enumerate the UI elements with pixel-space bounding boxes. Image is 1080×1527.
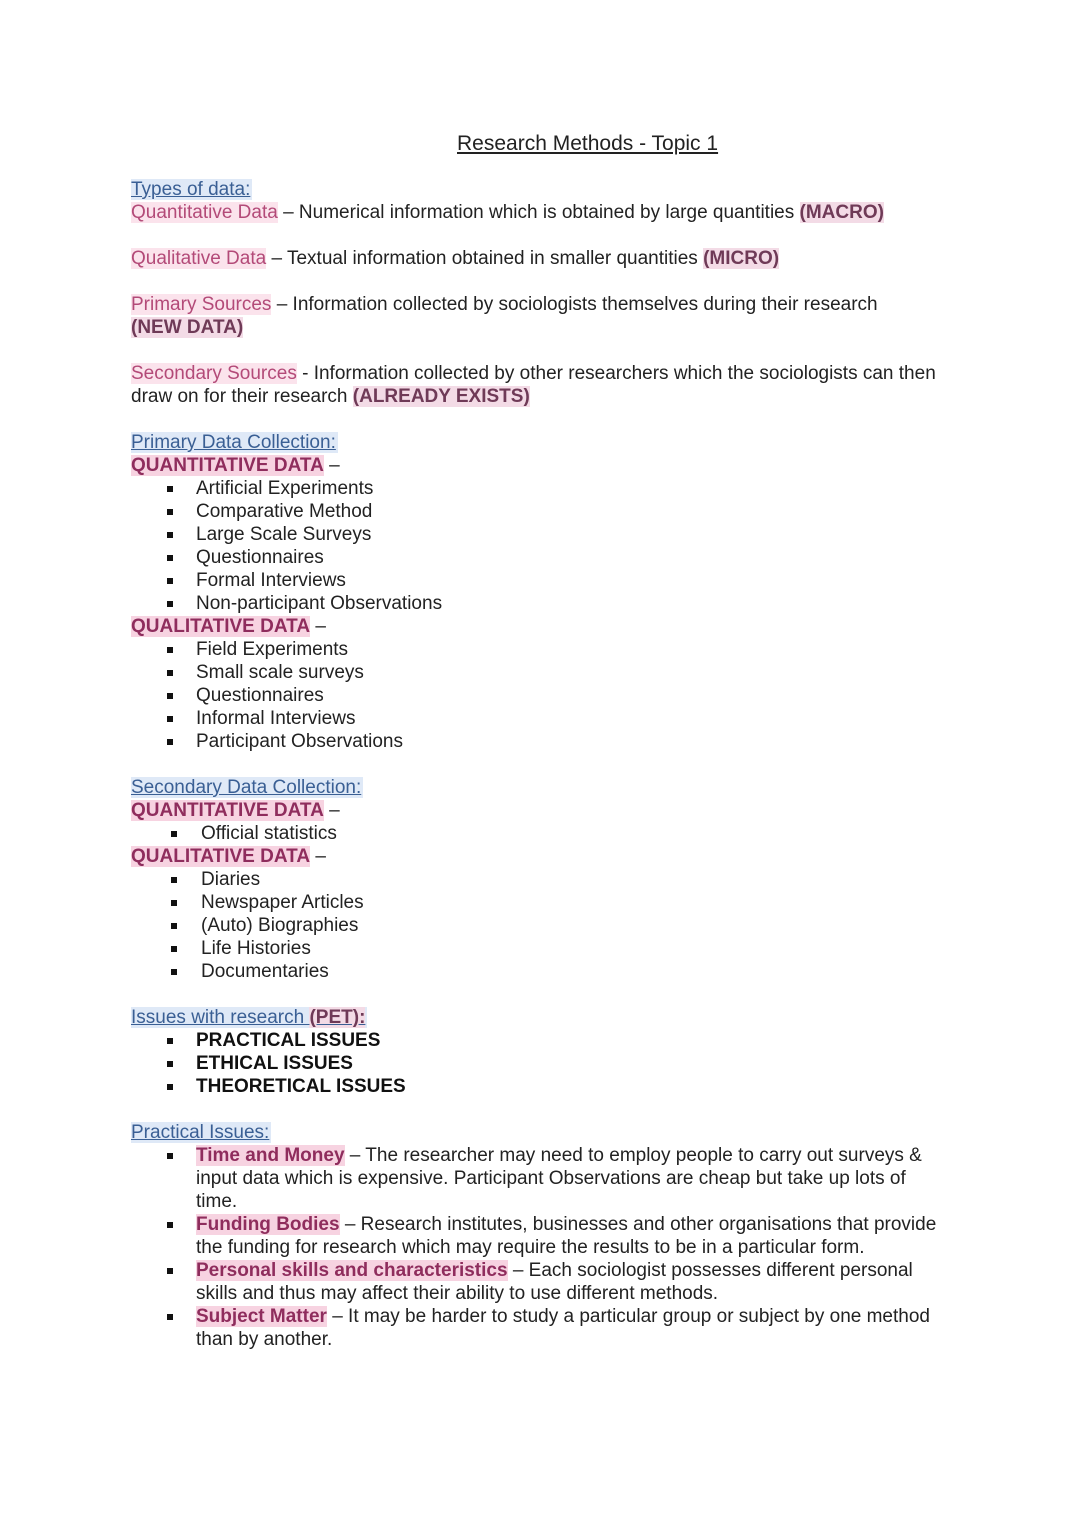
document-body [131,130,961,1351]
practical-section [131,1121,961,1351]
primary-heading: Primary Data Collection: [131,432,336,453]
secondary-heading: Secondary Data Collection: [131,777,362,798]
practical-term: Subject Matter [196,1306,327,1327]
definition-text: – Textual information obtained in smaller quantities [266,248,704,269]
types-section [131,178,961,408]
practical-heading: Practical Issues: [131,1122,270,1143]
secondary-quant-list [131,822,961,845]
definition-tag: (ALREADY EXISTS) [352,386,530,407]
primary-quant-dash: – [323,455,340,476]
secondary-qual-label: QUALITATIVE DATA [131,846,311,867]
issues-list [131,1029,961,1098]
definition-term: Primary Sources [131,294,272,315]
practical-term: Personal skills and characteristics [196,1260,508,1281]
list-item: Artificial Experiments [131,477,961,500]
definition-term: Secondary Sources [131,363,297,384]
secondary-qual-dash: – [310,846,326,867]
secondary-qual-list [131,868,961,983]
list-item: Questionnaires [131,546,961,569]
list-item: Large Scale Surveys [131,523,961,546]
list-item: Participant Observations [131,730,961,753]
issues-section [131,1006,961,1098]
secondary-collection-section [131,776,961,983]
list-item: Informal Interviews [131,707,961,730]
definition-tag: (MACRO) [799,202,884,223]
issues-heading-text: Issues with research [131,1007,310,1028]
issues-heading [131,1007,367,1028]
definition-term: Qualitative Data [131,248,267,269]
definition-primary-sources [131,293,961,339]
practical-text: – Each sociologist possesses different personal skills and thus may affect their ability to use different methods. [196,1260,913,1304]
definition-tag: (MICRO) [703,248,780,269]
secondary-quant-label: QUANTITATIVE DATA [131,800,324,821]
definition-text: – Numerical information which is obtained by large quantities [277,202,800,223]
issues-heading-tag: (PET): [309,1007,366,1028]
definition-term: Quantitative Data [131,202,278,223]
primary-qual-list [131,638,961,753]
definition-text: - Information collected by other researchers which the sociologists can then draw on for their research [131,363,936,407]
list-item: Small scale surveys [131,661,961,684]
primary-qual-dash: – [310,616,326,637]
definition-quantitative [131,201,961,224]
list-item: Official statistics [131,822,961,845]
primary-quant-label: QUANTITATIVE DATA [131,455,324,476]
definition-qualitative [131,247,961,270]
practical-text: – Research institutes, businesses and other organisations that provide the funding for research which may require the results to be in a particular form. [196,1214,937,1258]
list-item: Comparative Method [131,500,961,523]
list-item: Documentaries [131,960,961,983]
practical-item-skills [131,1259,951,1305]
list-item: Life Histories [131,937,961,960]
types-heading: Types of data: [131,179,251,200]
practical-text: – It may be harder to study a particular group or subject by one method than by another. [196,1306,930,1350]
practical-text: – The researcher may need to employ people to carry out surveys & input data which is expensive. Participant Observations are cheap but take up lots of time. [196,1145,922,1212]
list-item: (Auto) Biographies [131,914,961,937]
definition-secondary-sources [131,362,961,408]
primary-quant-list [131,477,961,615]
list-item: PRACTICAL ISSUES [131,1029,961,1052]
list-item: Diaries [131,868,961,891]
list-item: Questionnaires [131,684,961,707]
definition-text: – Information collected by sociologists themselves during their research [271,294,878,315]
practical-item-time-money [131,1144,951,1213]
secondary-quant-dash: – [323,800,340,821]
practical-item-funding [131,1213,951,1259]
primary-collection-section [131,431,961,753]
practical-term: Time and Money [196,1145,345,1166]
list-item: THEORETICAL ISSUES [131,1075,961,1098]
practical-item-subject [131,1305,951,1351]
list-item: ETHICAL ISSUES [131,1052,961,1075]
list-item: Formal Interviews [131,569,961,592]
primary-qual-label: QUALITATIVE DATA [131,616,311,637]
practical-term: Funding Bodies [196,1214,340,1235]
definition-tag: (NEW DATA) [131,317,244,338]
list-item: Newspaper Articles [131,891,961,914]
practical-list [131,1144,951,1351]
document-title: Research Methods - Topic 1 [457,132,719,155]
list-item: Field Experiments [131,638,961,661]
list-item: Non-participant Observations [131,592,961,615]
